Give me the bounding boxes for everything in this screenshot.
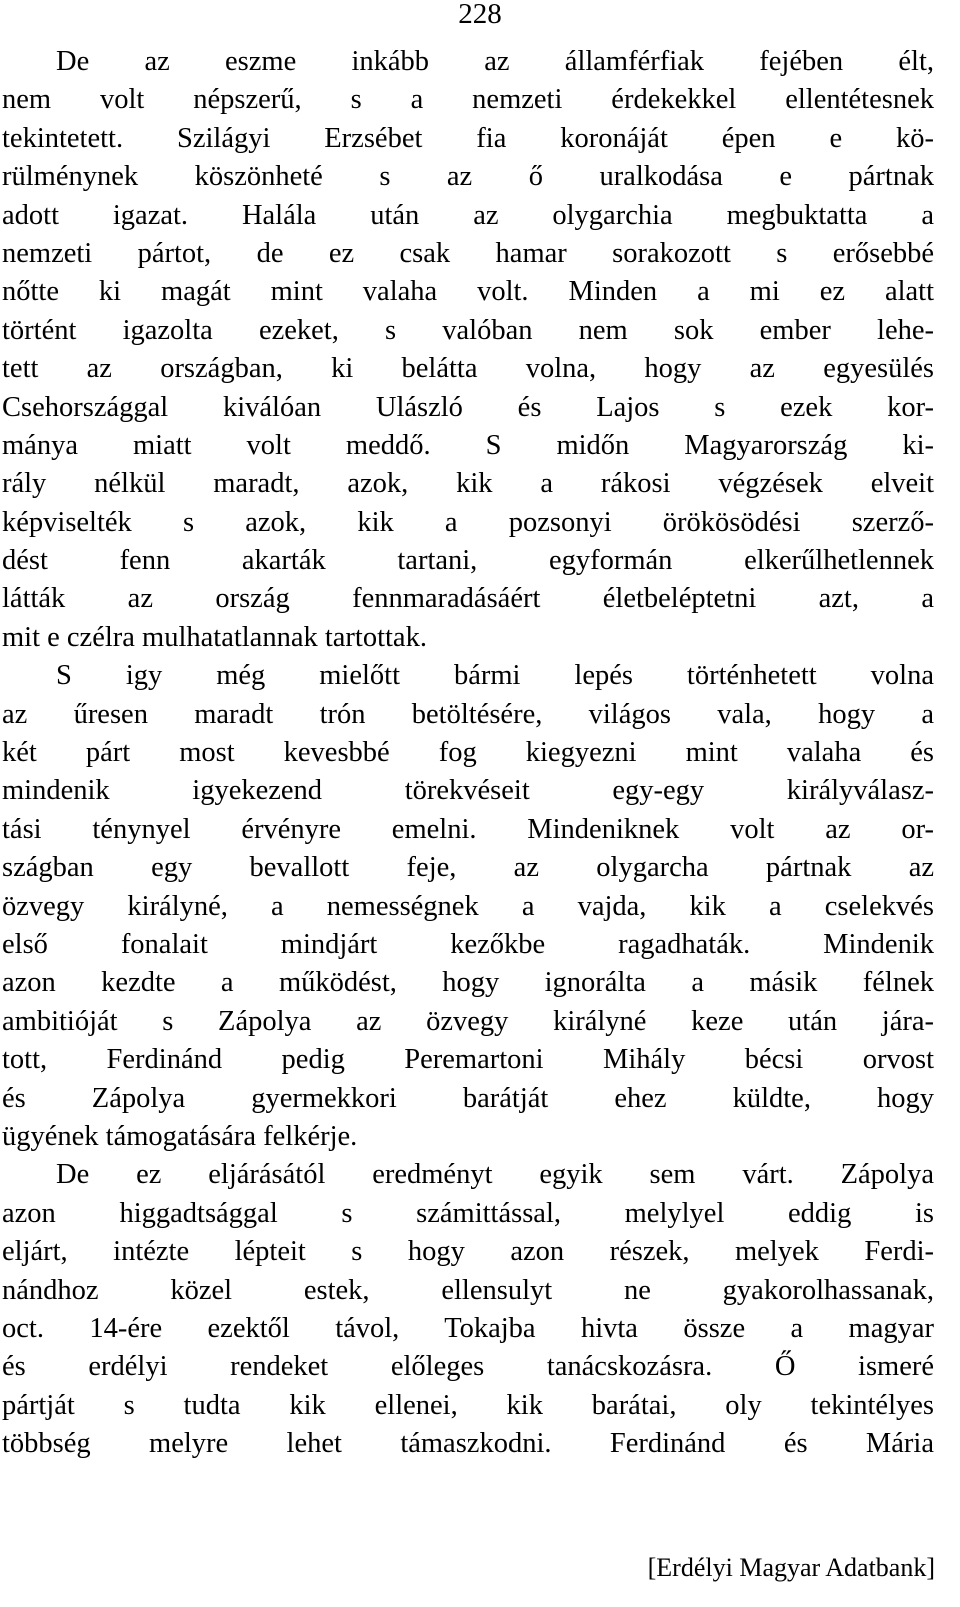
text-line: Csehországgal kiválóan Ulászló és Lajos s ezek kor- xyxy=(2,391,934,423)
text-line: adott igazat. Halála után az olygarchia megbuktatta a xyxy=(2,199,934,231)
text-body xyxy=(2,43,934,1463)
text-line: özvegy királyné, a nemességnek a vajda, kik a cselekvés xyxy=(2,890,934,922)
text-line: oct. 14-ére ezektől távol, Tokajba hivta össze a magyar xyxy=(2,1312,934,1344)
text-line: azon higgadtsággal s számittással, melylyel eddig is xyxy=(2,1197,934,1229)
text-line: rály nélkül maradt, azok, kik a rákosi végzések elveit xyxy=(2,468,934,500)
text-line: tási ténynyel érvényre emelni. Mindeniknek volt az or- xyxy=(2,813,934,845)
text-line: eljárt, intézte lépteit s hogy azon részek, melyek Ferdi- xyxy=(2,1236,934,1268)
text-line: történt igazolta ezeket, s valóban nem sok ember lehe- xyxy=(2,314,934,346)
text-line: tekintetett. Szilágyi Erzsébet fia koronáját épen e kö- xyxy=(2,122,934,154)
text-line: tott, Ferdinánd pedig Peremartoni Mihály bécsi orvost xyxy=(2,1044,934,1076)
text-line: mánya miatt volt meddő. S midőn Magyarország ki- xyxy=(2,429,934,461)
text-line: mit e czélra mulhatatlannak tartottak. xyxy=(2,621,427,653)
text-line: De ez eljárásától eredményt egyik sem várt. Zápolya xyxy=(56,1159,934,1191)
text-line: ambitióját s Zápolya az özvegy királyné keze után jára- xyxy=(2,1005,934,1037)
text-line: képviselték s azok, kik a pozsonyi örökösödési szerző- xyxy=(2,506,934,538)
text-line: mindenik igyekezend törekvéseit egy-egy királyválasz- xyxy=(2,775,934,807)
page-number: 228 xyxy=(458,0,502,30)
text-line: és erdélyi rendeket előleges tanácskozásra. Ő ismeré xyxy=(2,1351,934,1383)
paragraph xyxy=(2,43,934,657)
text-line: nemzeti pártot, de ez csak hamar sorakozott s erősebbé xyxy=(2,237,934,269)
paragraph xyxy=(2,1156,934,1463)
text-line: két párt most kevesbbé fog kiegyezni mint valaha és xyxy=(2,737,934,769)
text-line: nőtte ki magát mint valaha volt. Minden a mi ez alatt xyxy=(2,276,934,308)
text-line: első fonalait mindjárt kezőkbe ragadhaták. Mindenik xyxy=(2,928,934,960)
text-line: ügyének támogatására felkérje. xyxy=(2,1120,358,1152)
text-line: De az eszme inkább az államférfiak fejében élt, xyxy=(56,46,934,77)
text-line: dést fenn akarták tartani, egyformán elkerűlhetlennek xyxy=(2,545,934,577)
paragraph xyxy=(2,657,934,1156)
text-line: rülménynek köszönheté s az ő uralkodása e pártnak xyxy=(2,161,934,193)
text-line: pártját s tudta kik ellenei, kik barátai, oly tekintélyes xyxy=(2,1389,934,1421)
text-line: látták az ország fennmaradásáért életbeléptetni azt, a xyxy=(2,583,934,615)
text-line: az űresen maradt trón betöltésére, világos vala, hogy a xyxy=(2,698,934,730)
footer-source: [Erdélyi Magyar Adatbank] xyxy=(647,1553,935,1582)
text-line: nem volt népszerű, s a nemzeti érdekekkel ellentétesnek xyxy=(2,84,934,116)
text-line: nándhoz közel estek, ellensulyt ne gyakorolhassanak, xyxy=(2,1274,934,1306)
text-line: és Zápolya gyermekkori barátját ehez küldte, hogy xyxy=(2,1082,934,1114)
text-line: azon kezdte a működést, hogy ignorálta a másik félnek xyxy=(2,967,934,999)
text-line: S igy még mielőtt bármi lepés történhetett volna xyxy=(56,660,934,692)
text-line: többség melyre lehet támaszkodni. Ferdinánd és Mária xyxy=(2,1428,934,1460)
text-line: szágban egy bevallott feje, az olygarcha pártnak az xyxy=(2,852,934,884)
text-line: tett az országban, ki belátta volna, hogy az egyesülés xyxy=(2,353,934,385)
